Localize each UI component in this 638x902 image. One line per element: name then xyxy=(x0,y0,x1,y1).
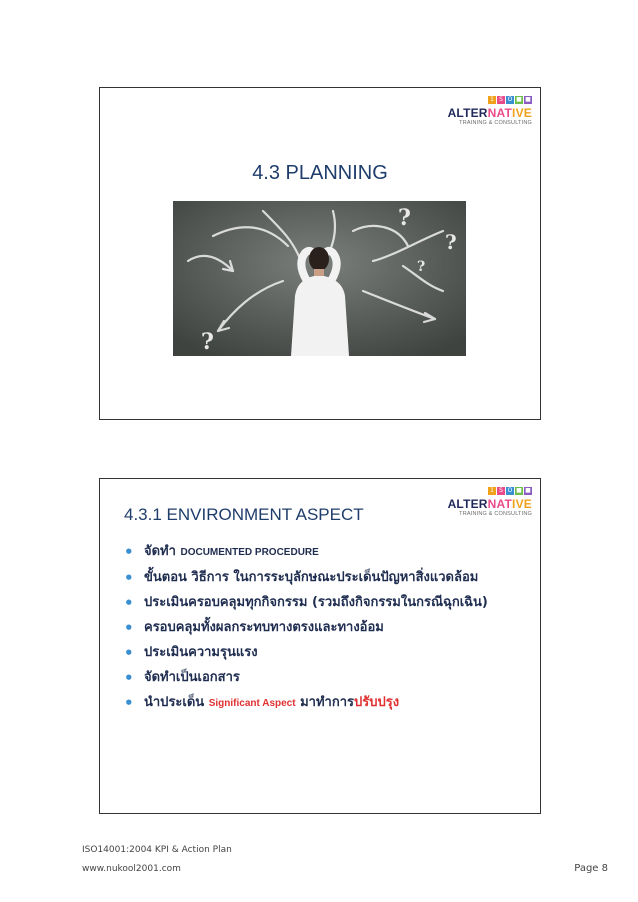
logo-box: ■ xyxy=(516,96,522,103)
logo-tagline: TRAINING & CONSULTING xyxy=(459,120,532,126)
svg-text:?: ? xyxy=(398,205,411,231)
logo-tagline: TRAINING & CONSULTING xyxy=(459,511,532,517)
logo-box: 1 xyxy=(488,487,496,495)
list-item: • จัดทำ DOCUMENTED PROCEDURE xyxy=(124,543,524,562)
logo-wordmark: ALTERNATIVE xyxy=(447,497,532,511)
logo-box: ■ xyxy=(525,96,531,103)
footer-document-title: ISO14001:2004 KPI & Action Plan xyxy=(82,845,232,855)
man-figure xyxy=(291,247,349,356)
logo-box: ■ xyxy=(525,487,531,494)
slide-title: 4.3 PLANNING xyxy=(252,162,388,184)
bullet-list xyxy=(124,543,524,720)
slide-planning xyxy=(99,87,541,420)
logo-box: S xyxy=(497,96,505,104)
svg-text:?: ? xyxy=(201,329,214,355)
logo-box: O xyxy=(507,96,513,103)
page-number: Page 8 xyxy=(574,863,608,874)
logo-box: ■ xyxy=(516,487,522,494)
footer-website: www.nukool2001.com xyxy=(82,864,181,874)
list-item: • นำประเด็น Significant Aspect มาทำการปรับปรุง xyxy=(124,694,524,713)
list-item: • ครอบคลุมทั้งผลกระทบทางตรงและทางอ้อม xyxy=(124,619,524,637)
man-thinking-photo xyxy=(173,201,466,356)
chalkboard-illustration xyxy=(173,201,466,356)
section-title: 4.3.1 ENVIRONMENT ASPECT xyxy=(124,505,364,524)
svg-text:?: ? xyxy=(417,259,426,275)
logo-box: O xyxy=(507,487,513,494)
list-item: • ประเมินความรุนแรง xyxy=(124,644,524,662)
logo-box: S xyxy=(497,487,505,495)
logo-boxes xyxy=(488,487,532,495)
svg-text:?: ? xyxy=(445,230,457,254)
alternative-logo xyxy=(447,96,532,130)
list-item: • ขั้นตอน วิธีการ ในการระบุลักษณะประเด็นปัญหาสิ่งแวดล้อม xyxy=(124,569,524,587)
alternative-logo xyxy=(447,487,532,521)
logo-wordmark: ALTERNATIVE xyxy=(447,106,532,120)
slide-environment-aspect xyxy=(99,478,541,814)
list-item: • จัดทำเป็นเอกสาร xyxy=(124,669,524,687)
list-item: • ประเมินครอบคลุมทุกกิจกรรม (รวมถึงกิจกรรมในกรณีฉุกเฉิน) xyxy=(124,594,524,612)
logo-boxes xyxy=(488,96,532,104)
logo-box: 1 xyxy=(488,96,496,104)
